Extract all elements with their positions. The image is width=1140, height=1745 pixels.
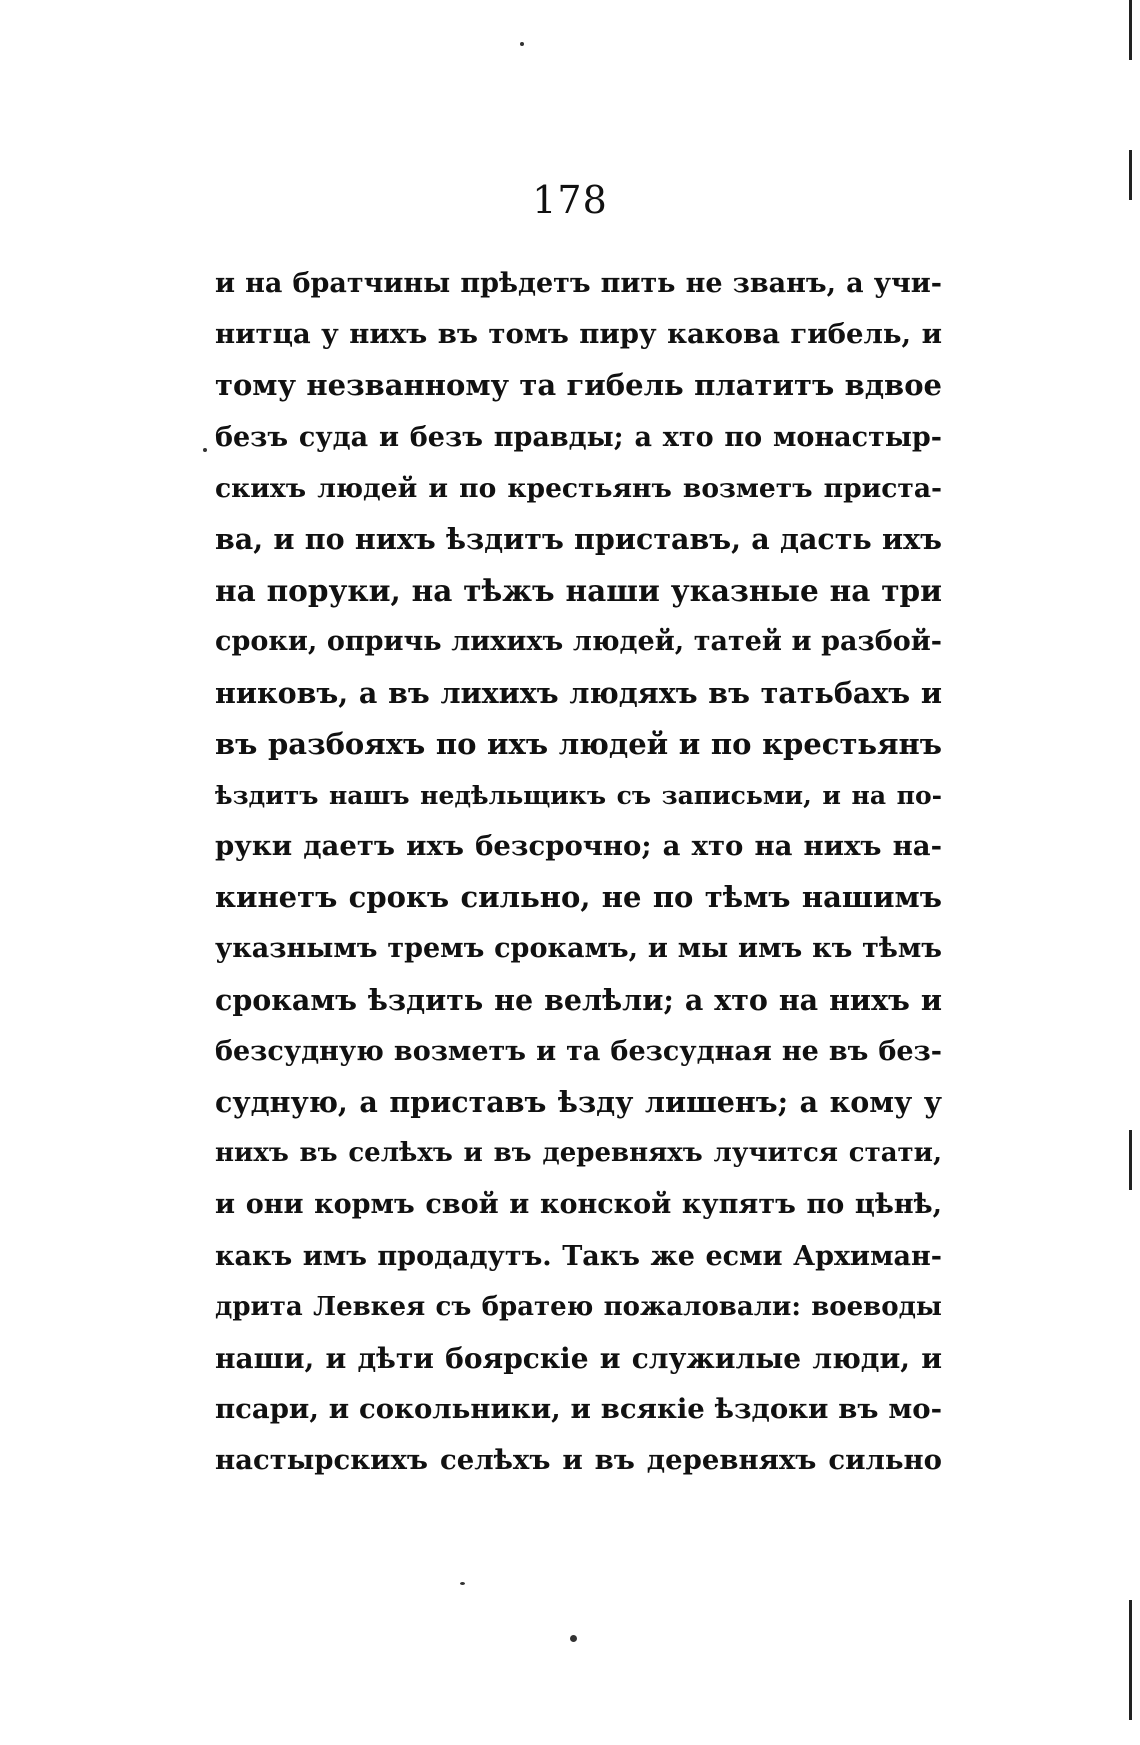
- text-line: тому незванному та гибель платитъ вдвое: [215, 368, 942, 403]
- scan-speck: [520, 42, 524, 46]
- text-line: и на братчины прѣдетъ пить не званъ, а учи-: [215, 268, 942, 299]
- text-line: настырскихъ селѣхъ и въ деревняхъ сильно: [215, 1444, 942, 1477]
- text-line: ва, и по нихъ ѣздитъ приставъ, а дасть ихъ: [215, 521, 942, 556]
- page-edge-line: [1129, 1600, 1132, 1720]
- text-line: нитца у нихъ въ томъ пиру какова гибель, и: [215, 318, 942, 351]
- body-text: [215, 258, 942, 1487]
- text-line: въ разбояхъ по ихъ людей и по крестьянъ: [215, 726, 942, 761]
- page-edge-line: [1129, 1130, 1132, 1190]
- text-line: судную, а приставъ ѣзду лишенъ; а кому у: [215, 1085, 942, 1119]
- text-line: указнымъ тремъ срокамъ, и мы имъ къ тѣмъ: [215, 933, 942, 965]
- text-line: скихъ людей и по крестьянъ возметъ приста-: [215, 472, 942, 504]
- text-line: и они кормъ свой и конской купятъ по цѣнѣ,: [215, 1189, 942, 1221]
- scan-speck: [203, 448, 207, 452]
- page-number: 178: [532, 178, 608, 222]
- scan-speck: [460, 1582, 465, 1585]
- text-line: нихъ въ селѣхъ и въ деревняхъ лучится стати,: [215, 1138, 942, 1169]
- text-line: руки даетъ ихъ безсрочно; а хто на нихъ на-: [215, 830, 942, 863]
- text-line: никовъ, а въ лихихъ людяхъ въ татьбахъ и: [215, 675, 942, 710]
- scan-speck: [570, 1635, 577, 1642]
- text-line: наши, и дѣти боярскіе и служилые люди, и: [215, 1341, 942, 1375]
- text-line: безсудную возметъ и та безсудная не въ без-: [215, 1035, 942, 1067]
- text-line: безъ суда и безъ правды; а хто по монастыр-: [215, 421, 942, 453]
- text-line: ѣздитъ нашъ недѣльщикъ съ записьми, и на по-: [215, 780, 942, 810]
- text-line: псари, и сокольники, и всякіе ѣздоки въ мо-: [215, 1393, 942, 1426]
- text-line: кинетъ срокъ сильно, не по тѣмъ нашимъ: [215, 880, 942, 915]
- page-edge-line: [1129, 0, 1132, 60]
- text-line: сроки, опричь лихихъ людей, татей и разбой-: [215, 626, 942, 658]
- text-line: дрита Левкея съ братею пожаловали: воеводы: [215, 1291, 942, 1322]
- text-line: срокамъ ѣздить не велѣли; а хто на нихъ и: [215, 982, 942, 1017]
- text-line: на поруки, на тѣжъ наши указные на три: [215, 573, 942, 609]
- text-line: какъ имъ продадутъ. Такъ же есми Архиман-: [215, 1240, 942, 1272]
